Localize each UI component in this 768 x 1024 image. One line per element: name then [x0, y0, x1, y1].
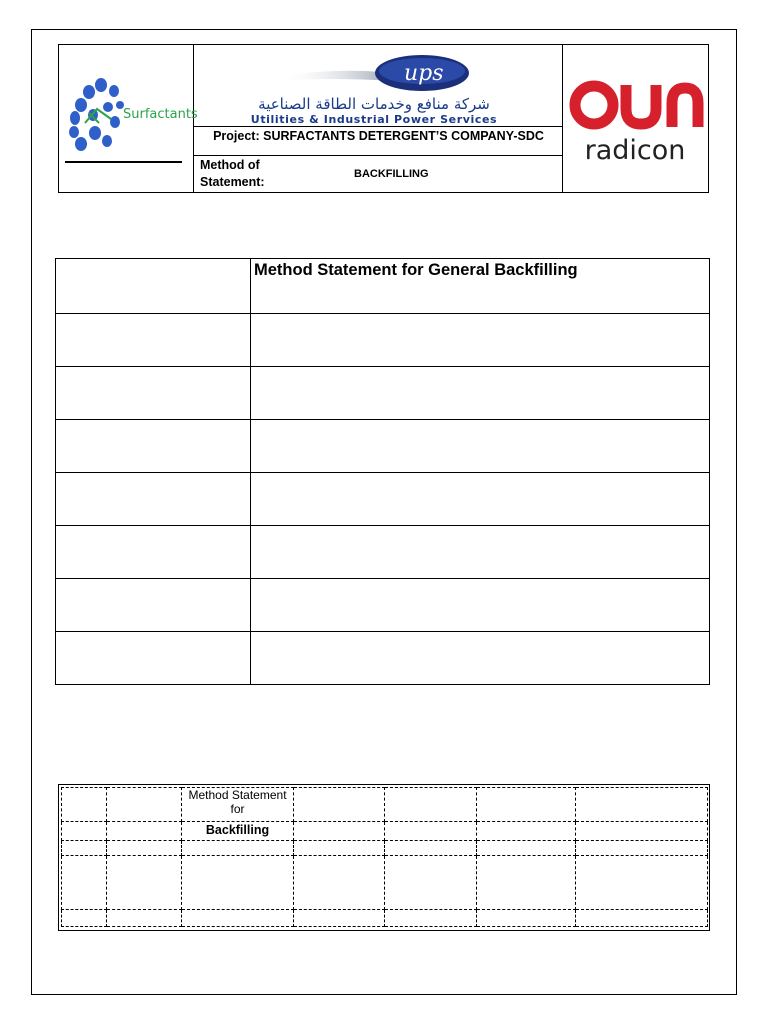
table-cell: [251, 473, 710, 526]
table-cell: [477, 841, 576, 856]
radicon-logo: [566, 71, 704, 169]
table-row: [56, 314, 710, 367]
table-row: [56, 367, 710, 420]
project-title: Project: SURFACTANTS DETERGENT’S COMPANY-SDC: [213, 129, 544, 143]
revision-table-frame: [58, 784, 710, 931]
surfactants-logo-text: Surfactants: [123, 107, 198, 122]
uips-logo-text: ups: [404, 61, 444, 86]
radicon-logo-text: radicon: [584, 135, 686, 166]
table-row: [56, 526, 710, 579]
uips-logo: [274, 51, 474, 95]
table-cell: [251, 526, 710, 579]
table-row: [56, 473, 710, 526]
surfactants-logo-cell: [59, 45, 198, 192]
table-cell: [251, 420, 710, 473]
table-cell: [107, 788, 182, 822]
table-cell: [62, 788, 107, 822]
table-cell: [62, 910, 107, 927]
table-cell: [251, 579, 710, 632]
table-cell: [182, 856, 294, 910]
table-row: [56, 259, 710, 314]
table-cell: [477, 822, 576, 841]
header-divider: [194, 155, 563, 156]
table-cell: [56, 259, 251, 314]
table-cell: [251, 367, 710, 420]
table-cell: [294, 841, 385, 856]
revision-table: [61, 787, 708, 927]
table-cell: [62, 841, 107, 856]
table-cell: [62, 822, 107, 841]
table-cell: [62, 856, 107, 910]
document-header: [58, 44, 709, 193]
english-company-name: Utilities & Industrial Power Services: [250, 113, 498, 126]
table-cell: [477, 856, 576, 910]
table-cell: [107, 856, 182, 910]
revision-title-line1: Method Statement: [188, 788, 287, 802]
table-row: [56, 579, 710, 632]
table-cell: [56, 314, 251, 367]
method-of-statement-label: Method of Statement:: [200, 158, 265, 189]
radicon-logo-cell: [562, 45, 708, 192]
method-of-statement-value: BACKFILLING: [354, 168, 429, 180]
table-cell: [56, 367, 251, 420]
table-cell: [182, 788, 294, 822]
table-cell: [294, 856, 385, 910]
table-cell: [576, 822, 708, 841]
table-cell: [56, 579, 251, 632]
table-cell: [294, 822, 385, 841]
table-row: [56, 420, 710, 473]
revision-title-line2: for: [230, 802, 245, 816]
table-cell: [251, 632, 710, 685]
table-row: [62, 788, 708, 822]
table-cell: [182, 910, 294, 927]
table-cell: [56, 420, 251, 473]
table-cell: [477, 788, 576, 822]
table-cell: [385, 788, 477, 822]
method-statement-title: Method Statement for General Backfilling: [251, 259, 710, 314]
table-cell: [294, 788, 385, 822]
table-cell: [56, 526, 251, 579]
logo-underline: [65, 161, 182, 163]
table-row: [62, 856, 708, 910]
table-row: [62, 822, 708, 841]
table-cell: [107, 910, 182, 927]
table-cell: [251, 314, 710, 367]
table-cell: [56, 632, 251, 685]
table-row: [56, 632, 710, 685]
table-cell: [107, 822, 182, 841]
table-cell: [576, 856, 708, 910]
company-info-cell: [194, 45, 563, 192]
table-cell: [385, 841, 477, 856]
table-row: [62, 841, 708, 856]
table-cell: [385, 822, 477, 841]
table-cell: [385, 856, 477, 910]
table-cell: [477, 910, 576, 927]
table-cell: [182, 841, 294, 856]
table-cell: [385, 910, 477, 927]
table-cell: [56, 473, 251, 526]
table-cell: [182, 822, 294, 841]
table-cell: [576, 910, 708, 927]
table-cell: [107, 841, 182, 856]
header-rule: [194, 126, 563, 127]
table-cell: [576, 788, 708, 822]
revision-title-line3: Backfilling: [205, 823, 270, 837]
method-statement-table: [55, 258, 710, 685]
table-row: [62, 910, 708, 927]
arabic-company-name: شركة منافع وخدمات الطاقة الصناعية: [258, 95, 490, 113]
table-cell: [576, 841, 708, 856]
table-cell: [294, 910, 385, 927]
